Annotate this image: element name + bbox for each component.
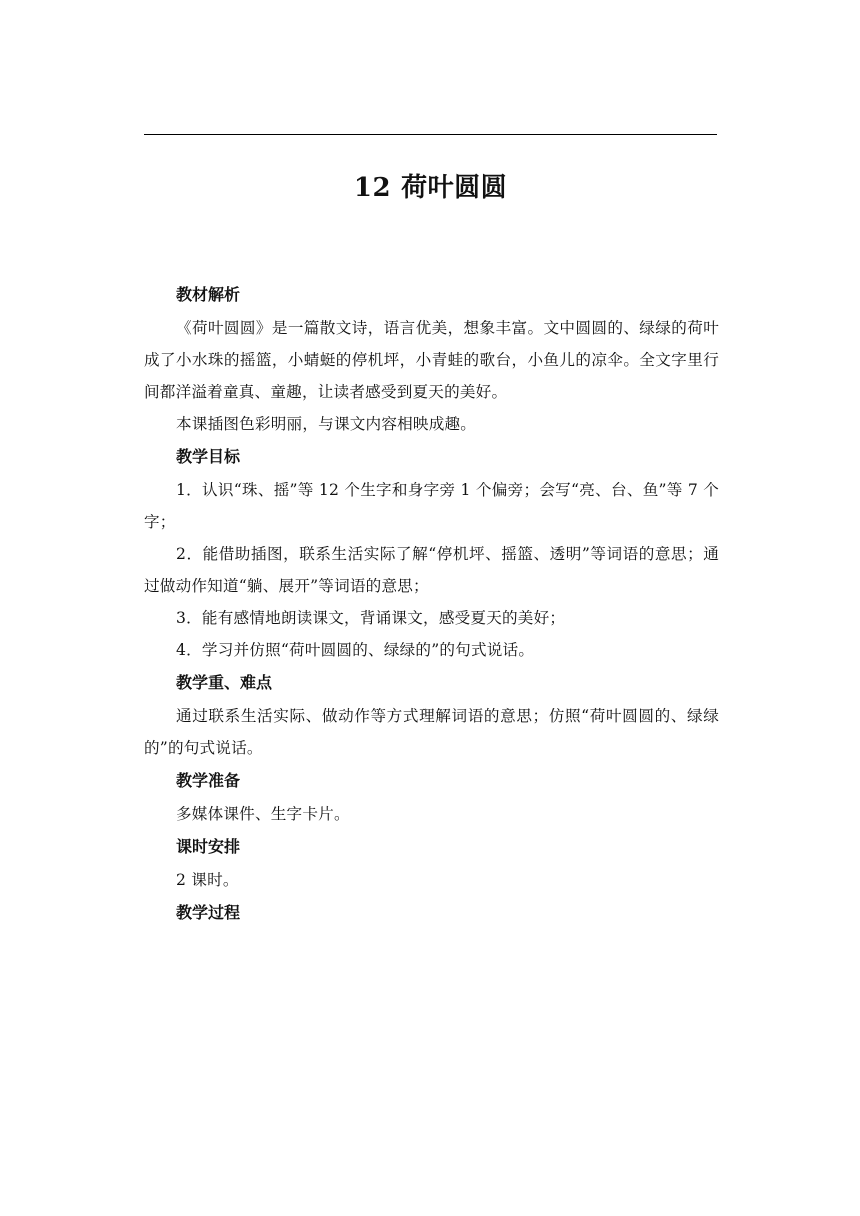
paragraph: 多媒体课件、生字卡片。 (176, 805, 350, 823)
paragraph: 本课插图色彩明丽，与课文内容相映成趣。 (176, 415, 477, 433)
lesson-title-text: 荷叶圆圆 (401, 173, 508, 203)
section-heading: 教材解析 (176, 285, 241, 304)
section-teaching-process (144, 896, 719, 930)
paragraph: 通过联系生活实际、做动作等方式理解词语的意思；仿照“荷叶圆圆的、绿绿的”的句式说话。 (144, 707, 719, 757)
section-schedule (144, 830, 719, 896)
section-heading: 教学目标 (176, 447, 241, 466)
section-preparation (144, 764, 719, 830)
objective-item: 1．认识“珠、摇”等 12 个生字和身字旁 1 个偏旁；会写“亮、台、鱼”等 7 个字； (144, 481, 719, 531)
section-heading: 课时安排 (176, 837, 241, 856)
objective-item: 3．能有感情地朗读课文，背诵课文，感受夏天的美好； (176, 609, 566, 627)
paragraph: 《荷叶圆圆》是一篇散文诗，语言优美，想象丰富。文中圆圆的、绿绿的荷叶成了小水珠的摇篮，小蜻蜓的停机坪，小青蛙的歌台，小鱼儿的凉伞。全文字里行间都洋溢着童真、童趣，让读者感受到夏天的美好。 (144, 319, 719, 401)
section-heading: 教学重、难点 (176, 673, 273, 692)
lesson-title (144, 168, 717, 208)
objective-item: 2．能借助插图，联系生活实际了解“停机坪、摇篮、透明”等词语的意思；通过做动作知道“躺、展开”等词语的意思； (144, 545, 719, 595)
document-body (144, 278, 719, 930)
section-heading: 教学准备 (176, 771, 241, 790)
section-teaching-objectives (144, 440, 719, 666)
section-heading: 教学过程 (176, 903, 241, 922)
section-key-points (144, 666, 719, 764)
header-rule (144, 134, 717, 135)
objective-item: 4．学习并仿照“荷叶圆圆的、绿绿的”的句式说话。 (176, 641, 535, 659)
lesson-number: 12 (353, 173, 392, 203)
section-textbook-analysis (144, 278, 719, 440)
paragraph: 2 课时。 (176, 871, 239, 889)
